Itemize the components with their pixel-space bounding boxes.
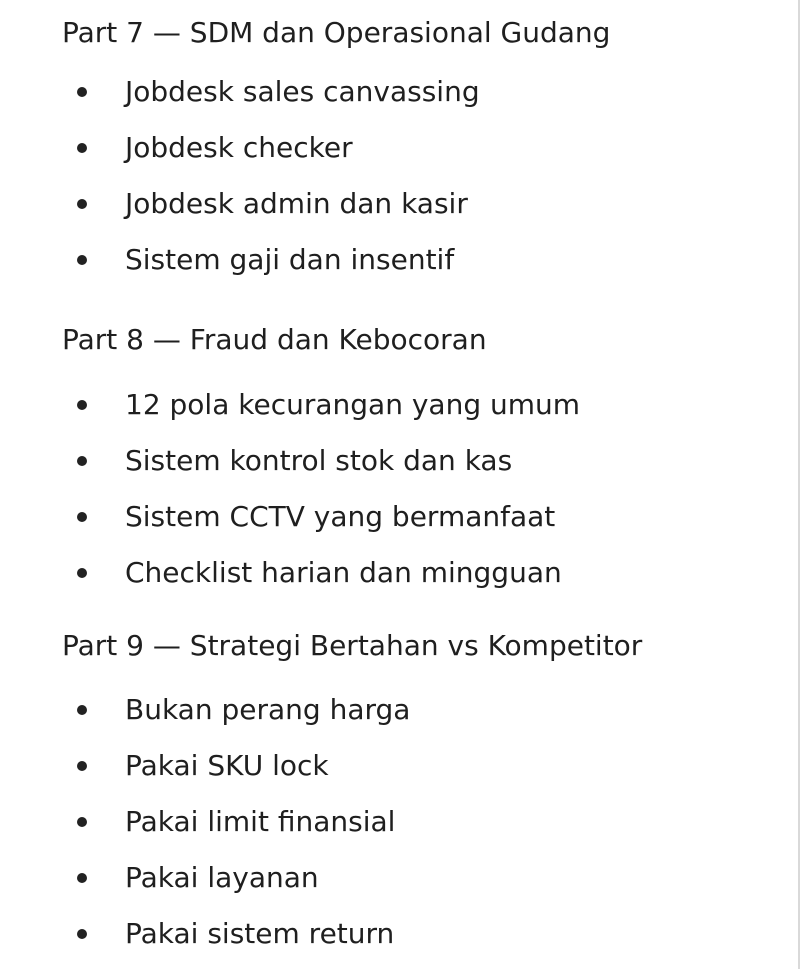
list-item-text: Checklist harian dan mingguan xyxy=(125,556,562,589)
list-item xyxy=(0,738,800,794)
list-item xyxy=(0,850,800,906)
list-item xyxy=(0,794,800,850)
list-item xyxy=(0,545,800,601)
bullet-icon xyxy=(77,568,87,578)
list-item-text: Sistem CCTV yang bermanfaat xyxy=(125,500,556,533)
bullet-list xyxy=(0,377,800,601)
list-item xyxy=(0,489,800,545)
bullet-icon xyxy=(77,87,87,97)
list-item-text: Pakai limit finansial xyxy=(125,805,396,838)
bullet-icon xyxy=(77,929,87,939)
bullet-icon xyxy=(77,456,87,466)
list-item-text: Sistem kontrol stok dan kas xyxy=(125,444,513,477)
bullet-icon xyxy=(77,400,87,410)
section-part-7 xyxy=(0,16,800,288)
bullet-icon xyxy=(77,873,87,883)
list-item xyxy=(0,682,800,738)
bullet-icon xyxy=(77,512,87,522)
bullet-icon xyxy=(77,761,87,771)
bullet-list xyxy=(0,64,800,288)
list-item xyxy=(0,377,800,433)
list-item xyxy=(0,433,800,489)
list-item xyxy=(0,232,800,288)
section-title: Part 7 — SDM dan Operasional Gudang xyxy=(62,16,611,49)
list-item xyxy=(0,176,800,232)
list-item-text: Jobdesk admin dan kasir xyxy=(125,187,468,220)
bullet-list xyxy=(0,682,800,962)
section-title: Part 8 — Fraud dan Kebocoran xyxy=(62,323,487,356)
list-item xyxy=(0,120,800,176)
list-item-text: Sistem gaji dan insentif xyxy=(125,243,455,276)
bullet-icon xyxy=(77,143,87,153)
list-item xyxy=(0,906,800,962)
bullet-icon xyxy=(77,199,87,209)
section-part-8 xyxy=(0,323,800,601)
section-title: Part 9 — Strategi Bertahan vs Kompetitor xyxy=(62,629,643,662)
list-item-text: 12 pola kecurangan yang umum xyxy=(125,388,581,421)
list-item-text: Pakai sistem return xyxy=(125,917,395,950)
list-item-text: Jobdesk checker xyxy=(125,131,353,164)
bullet-icon xyxy=(77,255,87,265)
list-item-text: Pakai SKU lock xyxy=(125,749,329,782)
list-item-text: Pakai layanan xyxy=(125,861,319,894)
section-part-9 xyxy=(0,629,800,962)
list-item-text: Jobdesk sales canvassing xyxy=(125,75,480,108)
bullet-icon xyxy=(77,705,87,715)
list-item xyxy=(0,64,800,120)
bullet-icon xyxy=(77,817,87,827)
list-item-text: Bukan perang harga xyxy=(125,693,411,726)
